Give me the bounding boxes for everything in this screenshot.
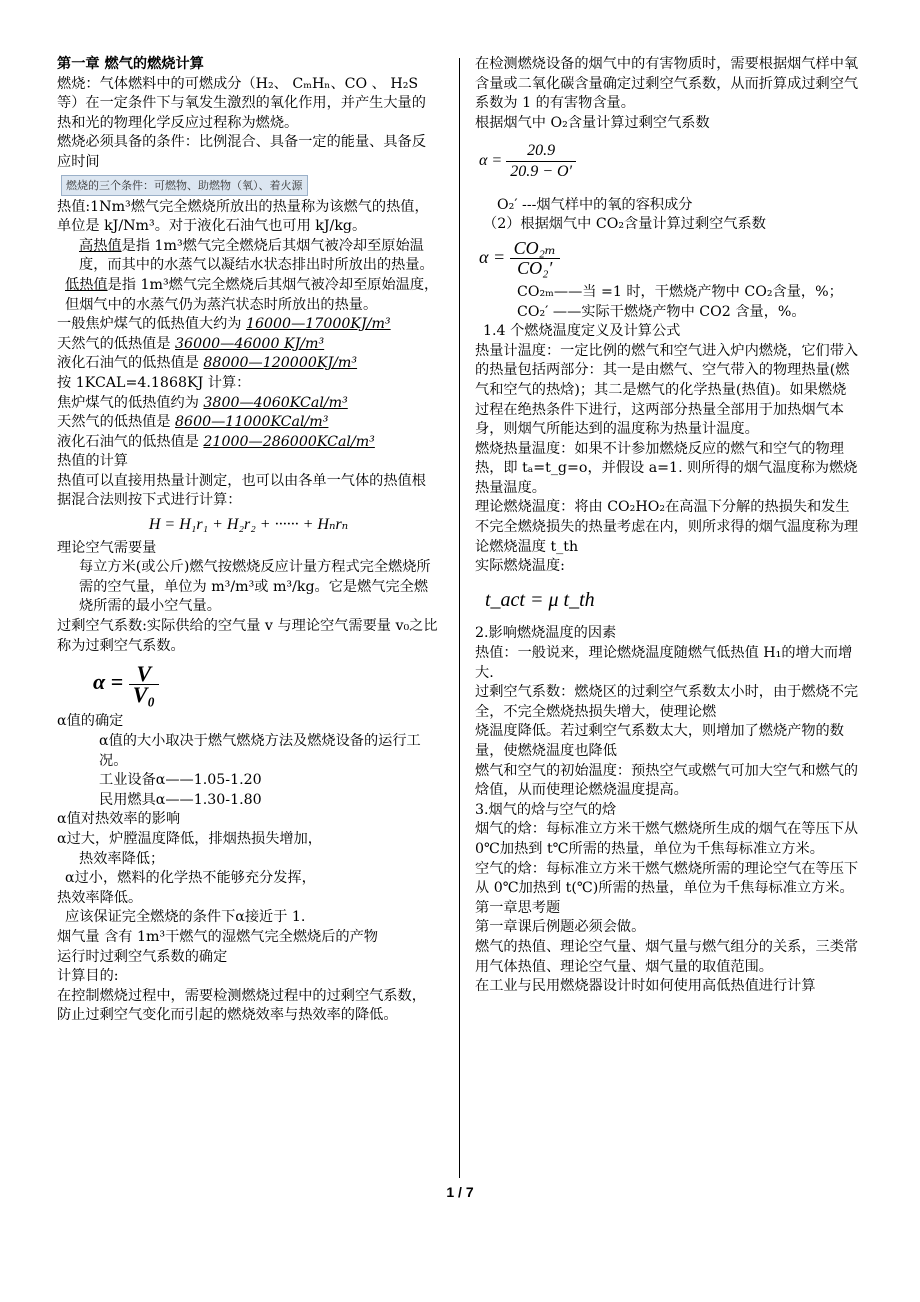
chapter-title: 第一章 燃气的燃烧计算	[57, 56, 204, 72]
formula-o2: α = $\frac{20.9}{20.9 - O'}$	[479, 141, 860, 181]
paragraph: CO₂ₘ——当 =1 时，干燃烧产物中 CO₂含量，%；	[517, 283, 843, 300]
paragraph: 燃烧：气体燃料中的可燃成分（H₂、 CₘHₙ、CO 、 H₂S 等）在一定条件下与氧发生激烈的氧化作用，并产生大量的热和光的物理化学反应过程称为燃烧。	[57, 75, 426, 131]
paragraph: α过大，炉膛温度降低，排烟热损失增加，	[57, 830, 322, 847]
paragraph: 理论燃烧温度：将由 CO₂HO₂在高温下分解的热损失和发生不完全燃烧损失的热量考虑在内，则所求得的烟气温度称为理论燃烧温度 t_th	[475, 499, 859, 555]
paragraph: 每立方米(或公斤)燃气按燃烧反应计量方程式完全燃烧所需的空气量，单位为 m³/m³或 m³/kg。它是燃气完全燃烧所需的最小空气量。	[79, 559, 431, 615]
subheading: 1.4 个燃烧温度定义及计算公式	[483, 323, 681, 340]
paragraph: 高热值是指 1m³燃气完全燃烧后其烟气被冷却至原始温度，而其中的水蒸气以凝结水状态排出时所放出的热量。	[79, 237, 434, 274]
paragraph: 燃烧必须具备的条件：比例混合、具备一定的能量、具备反应时间	[57, 134, 426, 170]
subheading: α值的确定	[57, 713, 124, 730]
paragraph: 在控制燃烧过程中，需要检测燃烧过程中的过剩空气系数，防止过剩空气变化而引起的燃烧效率与热效率的降低。	[57, 987, 426, 1024]
subheading: 第一章思考题	[475, 899, 561, 916]
paragraph: 运行时过剩空气系数的确定	[57, 948, 228, 965]
paragraph: 根据烟气中 O₂含量计算过剩空气系数	[475, 114, 710, 131]
paragraph: 热量计温度：一定比例的燃气和空气进入炉内燃烧，它们带入的热量包括两部分：其一是由燃气、空气带入的物理热量(燃气和空气的热焓)；其二是燃气的化学热量(热值)。如果燃烧过程在绝热条件下进行，这两部分热量全部用于加热烟气本身，则烟气所能达到的温度称为热量计温度。	[475, 342, 859, 438]
paragraph: CO₂′ ——实际干燃烧产物中 CO2 含量，%。	[517, 303, 806, 320]
range-line: 工业设备α——1.05-1.20	[99, 772, 262, 789]
paragraph: 烟气量 含有 1m³干燃气的湿燃气完全燃烧后的产物	[57, 928, 378, 945]
subheading: 理论空气需要量	[57, 539, 157, 556]
paragraph: 热效率降低。	[57, 889, 143, 906]
paragraph: 实际燃烧温度:	[475, 558, 565, 575]
subheading: 热值的计算	[57, 453, 128, 470]
column-divider	[459, 58, 460, 1178]
value-line: 一般焦炉煤气的低热值大约为 16000—17000KJ/m³	[57, 316, 391, 333]
subheading: 3.烟气的焓与空气的焓	[475, 801, 617, 818]
paragraph: 燃气的热值、理论空气量、烟气量与燃气组分的关系，三类常用气体热值、理论空气量、烟气量的取值范围。	[475, 938, 859, 975]
subheading: 2.影响燃烧温度的因素	[475, 625, 617, 642]
subheading: α值对热效率的影响	[57, 811, 181, 828]
value-line: 液化石油气的低热值是 88000—120000KJ/m³	[57, 355, 358, 372]
paragraph: 在检测燃烧设备的烟气中的有害物质时，需要根据烟气样中氧含量或二氧化碳含量确定过剩空气系数，从而折算成过剩空气系数为 1 的有害物含量。	[475, 56, 859, 112]
paragraph: 烟气的焓：每标准立方米干燃气燃烧所生成的烟气在等压下从 0℃加热到 t℃所需的热量，单位为千焦每标准立方米。	[475, 821, 859, 857]
paragraph: α过小，燃料的化学热不能够充分发挥，	[65, 870, 316, 887]
paragraph: 应该保证完全燃烧的条件下α接近于 1.	[65, 909, 306, 926]
paragraph: 热值可以直接用热量计测定，也可以由各单一气体的热值根据混合法则按下式进行计算：	[57, 472, 426, 509]
value-line: 焦炉煤气的低热值约为 3800—4060KCal/m³	[57, 394, 348, 411]
paragraph: 燃烧热量温度：如果不计参加燃烧反应的燃气和空气的物理热，即 tₐ=t_g=o，并假设 a=1. 则所得的烟气温度称为燃烧热量温度。	[475, 440, 858, 496]
value-line: 按 1KCAL=4.1868KJ 计算：	[57, 374, 251, 391]
formula-co2: α = $\frac{\text{CO₂ₘ}}{\text{CO₂′}}$	[479, 239, 860, 279]
value-line: 液化石油气的低热值是 21000—286000KCal/m³	[57, 433, 375, 450]
paragraph: 第一章课后例题必须会做。	[475, 919, 646, 936]
paragraph: 空气的焓：每标准立方米干燃气燃烧所需的理论空气在等压下从 0℃加热到 t(℃)所需的热量，单位为千焦每标准立方米。	[475, 860, 859, 897]
term-high-heat-value: 高热值	[79, 237, 122, 254]
value-line: 天然气的低热值是 36000—46000 KJ/m³	[57, 335, 325, 352]
term-low-heat-value: 低热值	[65, 276, 108, 293]
paragraph: 燃气和空气的初始温度：预热空气或燃气可加大空气和燃气的焓值，从而使理论燃烧温度提高。	[475, 762, 859, 799]
value-line: 天然气的低热值是 8600—11000KCal/m³	[57, 414, 329, 431]
paragraph: （2）根据烟气中 CO₂含量计算过剩空气系数	[483, 216, 766, 233]
paragraph: 热效率降低；	[79, 850, 165, 867]
paragraph: 热值：一般说来，理论燃烧温度随燃气低热值 H₁的增大而增大.	[475, 645, 853, 681]
left-column	[57, 55, 440, 1026]
right-column	[475, 55, 860, 997]
paragraph: 计算目的:	[57, 968, 119, 985]
paragraph: α值的大小取决于燃气燃烧方法及燃烧设备的运行工况。	[99, 733, 421, 769]
paragraph: O₂′ ---烟气样中的氧的容积成分	[497, 196, 693, 213]
formula-excess-air: α = $\frac{V}{\text{V₀}}$	[93, 664, 440, 704]
page-number: 1 / 7	[446, 1184, 474, 1200]
highlight-box: 燃烧的三个条件：可燃物、助燃物（氧）、着火源	[61, 175, 308, 196]
formula-actual-temp: t_act = μ t_th	[485, 588, 595, 611]
paragraph: 过剩空气系数：燃烧区的过剩空气系数太小时，由于燃烧不完全，不完全燃烧热损失增大，使理论燃	[475, 684, 859, 720]
paragraph: 烧温度降低。若过剩空气系数太大，则增加了燃烧产物的数量，使燃烧温度也降低	[475, 723, 844, 759]
paragraph: 过剩空气系数:实际供给的空气量 v 与理论空气需要量 v₀之比称为过剩空气系数。	[57, 618, 438, 654]
range-line: 民用燃具α——1.30-1.80	[99, 791, 262, 808]
formula-heat-value: H = H₁r₁ + H₂r₂ + ······ + Hₙrₙ	[148, 516, 349, 534]
paragraph: 低热值是指 1m³燃气完全燃烧后其烟气被冷却至原始温度，但烟气中的水蒸气仍为蒸汽状态时所放出的热量。	[65, 276, 439, 313]
paragraph: 热值:1Nm³燃气完全燃烧所放出的热量称为该燃气的热值，单位是 kJ/Nm³。对于液化石油气也可用 kJ/kg。	[57, 198, 429, 235]
paragraph: 在工业与民用燃烧器设计时如何使用高低热值进行计算	[475, 978, 816, 995]
